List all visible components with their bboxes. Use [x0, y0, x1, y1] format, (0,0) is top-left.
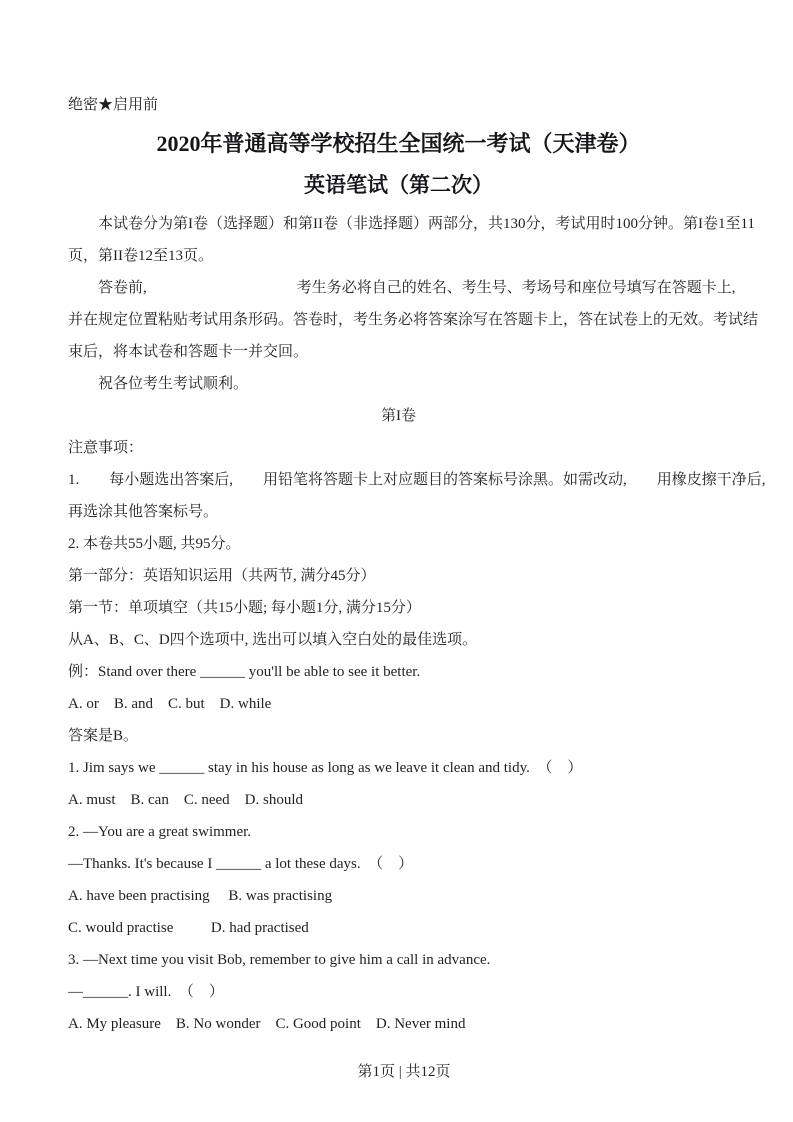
- question-2-reply: —Thanks. It's because I ______ a lot these days. （ ）: [68, 856, 414, 872]
- intro-line: 答卷前, 考生务必将自己的姓名、考生号、考场号和座位号填写在答题卡上,: [68, 280, 736, 296]
- question-1-options: A. must B. can C. need D. should: [68, 792, 303, 808]
- intro-line: 页，第II卷12至13页。: [68, 248, 213, 264]
- section-heading: 第一部分：英语知识运用（共两节, 满分45分）: [68, 568, 376, 584]
- intro-line: 并在规定位置粘贴考试用条形码。答卷时，考生务必将答案涂写在答题卡上，答在试卷上的无效。考试结: [68, 312, 759, 328]
- question-1-stem: 1. Jim says we ______ stay in his house as long as we leave it clean and tidy. （ ）: [68, 760, 583, 776]
- question-2-stem: 2. —You are a great swimmer.: [68, 824, 252, 840]
- intro-line: 束后，将本试卷和答题卡一并交回。: [68, 344, 309, 360]
- exam-subtitle: 英语笔试（第二次）: [304, 173, 493, 197]
- question-3-options: A. My pleasure B. No wonder C. Good point D. Never mind: [68, 1016, 466, 1032]
- question-3-stem: 3. —Next time you visit Bob, remember to give him a call in advance.: [68, 952, 491, 968]
- classification-label: 绝密★启用前: [68, 97, 159, 113]
- exam-body: [68, 208, 766, 1040]
- notes-title: 注意事项：: [68, 440, 144, 456]
- note-line: 再选涂其他答案标号。: [68, 504, 219, 520]
- exam-title: 2020年普通高等学校招生全国统一考试（天津卷）: [156, 131, 641, 156]
- subsection-heading: 第一节：单项填空（共15小题; 每小题1分, 满分15分）: [68, 600, 421, 616]
- page-number: 第1页 | 共12页: [357, 1064, 451, 1080]
- intro-line: 本试卷分为第I卷（选择题）和第II卷（非选择题）两部分，共130分，考试用时100分钟。第I卷1至11: [68, 216, 755, 232]
- page-footer: [0, 1036, 793, 1108]
- note-line: 1. 每小题选出答案后, 用铅笔将答题卡上对应题目的答案标号涂黑。如需改动, 用橡皮擦干净后,: [68, 472, 766, 488]
- intro-line: 祝各位考生考试顺利。: [68, 376, 249, 392]
- instruction-line: 从A、B、C、D四个选项中, 选出可以填入空白处的最佳选项。: [68, 632, 478, 648]
- question-3-reply: —______. I will. （ ）: [68, 984, 224, 1000]
- note-line: 2. 本卷共55小题, 共95分。: [68, 536, 241, 552]
- question-2-options-ab: A. have been practising B. was practising: [68, 888, 333, 904]
- example-question-line: 例：Stand over there ______ you'll be able to see it better.: [68, 664, 421, 680]
- volume-heading: 第I卷: [381, 408, 416, 424]
- example-answer-line: 答案是B。: [68, 728, 139, 744]
- question-2-options-cd: C. would practise D. had practised: [68, 920, 309, 936]
- page-content: [68, 0, 766, 1040]
- example-options-line: A. or B. and C. but D. while: [68, 696, 272, 712]
